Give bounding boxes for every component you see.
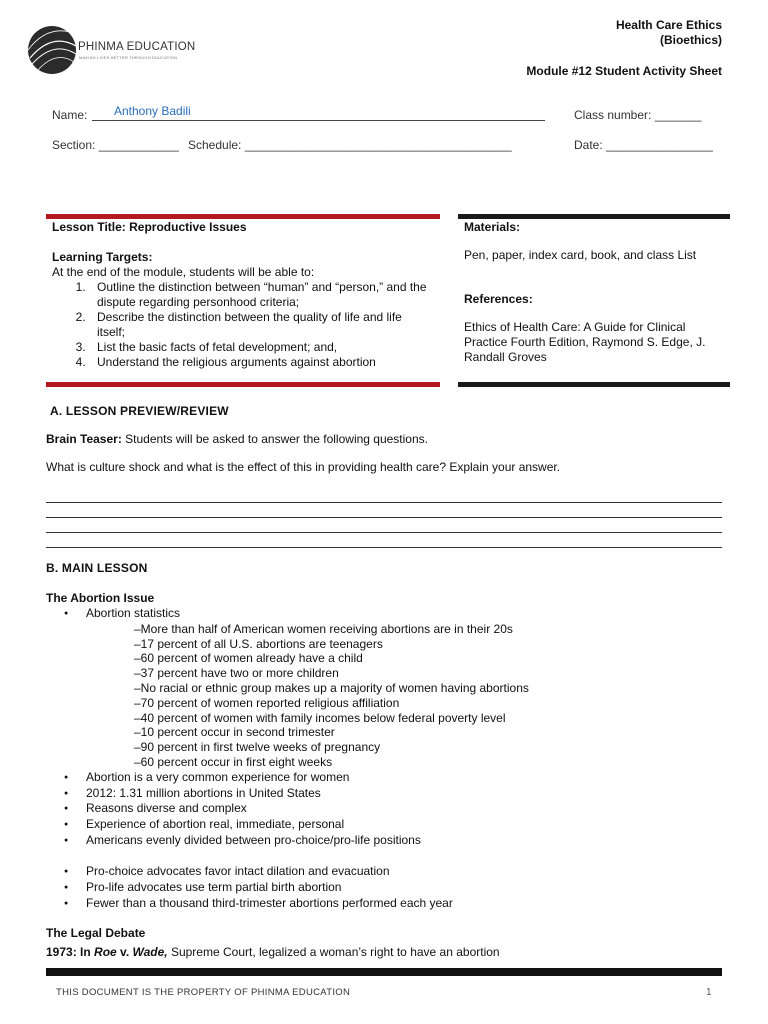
stat-item: –37 percent have two or more children <box>134 666 339 681</box>
references-text: Ethics of Health Care: A Guide for Clinical Practice Fourth Edition, Raymond S. Edge, J. Randall Groves <box>464 320 706 364</box>
list-item: ● Fewer than a thousand third-trimester abortions performed each year <box>86 896 726 912</box>
case-v: v. <box>116 945 133 959</box>
legal-debate-heading: The Legal Debate <box>46 926 146 940</box>
learning-targets-intro: At the end of the module, students will be able to: <box>52 265 315 279</box>
list-item: ● 2012: 1.31 million abortions in United States <box>86 786 726 802</box>
learning-target: 1. Outline the distinction between “human” and “person,” and the dispute regarding personhood criteria; <box>89 280 432 310</box>
lesson-bottom-bar <box>46 382 440 387</box>
list-item: ● Abortion is a very common experience for women <box>86 770 726 786</box>
course-line-2: (Bioethics) <box>659 33 722 47</box>
stat-item: –No racial or ethnic group makes up a majority of women having abortions <box>134 680 529 695</box>
logo-name: PHINMA EDUCATION <box>78 41 196 53</box>
case-wade: Wade, <box>132 945 168 959</box>
list-item: ● Abortion statistics <box>86 606 726 622</box>
list-item: ● Pro-choice advocates favor intact dilation and evacuation <box>86 864 726 880</box>
page-number: 1 <box>706 987 712 998</box>
answer-line[interactable] <box>46 532 722 533</box>
stat-item: –40 percent of women with family incomes below federal poverty level <box>134 710 506 725</box>
brain-teaser <box>46 432 428 447</box>
stat-item: –10 percent occur in second trimester <box>134 725 335 740</box>
stats-list <box>46 622 726 770</box>
answer-line[interactable] <box>46 547 722 548</box>
abortion-issue-heading: The Abortion Issue <box>46 591 155 605</box>
stat-item: –90 percent in first twelve weeks of pregnancy <box>134 740 381 755</box>
name-value: Anthony Badili <box>114 104 191 118</box>
class-number-field[interactable]: Class number: _______ <box>574 108 702 122</box>
lesson-top-bar <box>46 214 440 219</box>
lesson-title: Lesson Title: Reproductive Issues <box>52 220 247 234</box>
stat-item: –More than half of American women receiving abortions are in their 20s <box>134 621 513 636</box>
materials-heading: Materials: <box>464 220 521 234</box>
learning-target: 3. List the basic facts of fetal development; and, <box>89 340 432 355</box>
legal-year: 1973: In <box>46 945 95 959</box>
learning-target: 4. Understand the religious arguments against abortion <box>89 355 432 370</box>
question-text: What is culture shock and what is the effect of this in providing health care? Explain your answer. <box>46 460 561 474</box>
schedule-field[interactable]: Schedule: ________________________________________ <box>188 138 512 152</box>
learning-target: 2. Describe the distinction between the quality of life and life itself; <box>89 310 432 340</box>
learning-targets-list <box>37 280 432 370</box>
stat-item: –60 percent of women already have a child <box>134 651 363 666</box>
abortion-statistics-block <box>46 606 726 849</box>
learning-targets-heading: Learning Targets: <box>52 250 153 264</box>
materials-text: Pen, paper, index card, book, and class List <box>464 248 697 262</box>
date-field[interactable]: Date: ________________ <box>574 138 713 152</box>
answer-line[interactable] <box>46 517 722 518</box>
list-item: ● Pro-life advocates use term partial birth abortion <box>86 880 726 896</box>
section-a-heading: A. LESSON PREVIEW/REVIEW <box>50 404 229 418</box>
name-label: Name: <box>52 108 88 122</box>
list-item: ● Reasons diverse and complex <box>86 801 726 817</box>
phinma-logo <box>26 24 196 76</box>
materials-bottom-bar <box>458 382 730 387</box>
materials-top-bar <box>458 214 730 219</box>
legal-debate-text <box>46 945 500 960</box>
module-title: Module #12 Student Activity Sheet <box>526 64 722 78</box>
list-item: ● Americans evenly divided between pro-choice/pro-life positions <box>86 833 726 849</box>
logo-tagline: MAKING LIVES BETTER THROUGH EDUCATION <box>79 55 178 60</box>
footer-bar <box>46 968 722 976</box>
case-roe: Roe <box>94 945 117 959</box>
course-title <box>616 18 722 48</box>
stat-item: –70 percent of women reported religious affiliation <box>134 695 400 710</box>
section-field[interactable]: Section: ____________ <box>52 138 179 152</box>
brain-teaser-label: Brain Teaser: <box>46 432 122 446</box>
course-line-1: Health Care Ethics <box>615 18 722 32</box>
references-heading: References: <box>464 292 533 306</box>
footer-text: THIS DOCUMENT IS THE PROPERTY OF PHINMA EDUCATION <box>56 987 351 998</box>
brain-teaser-text: Students will be asked to answer the following questions. <box>121 432 428 446</box>
logo-emblem-icon <box>26 24 78 76</box>
legal-description: Supreme Court, legalized a woman’s right to have an abortion <box>167 945 500 959</box>
answer-line[interactable] <box>46 502 722 503</box>
list-item: ● Experience of abortion real, immediate, personal <box>86 817 726 833</box>
advocates-block <box>46 864 726 911</box>
stat-item: –17 percent of all U.S. abortions are teenagers <box>134 636 383 651</box>
section-b-heading: B. MAIN LESSON <box>46 561 148 575</box>
stat-item: –60 percent occur in first eight weeks <box>134 754 333 769</box>
